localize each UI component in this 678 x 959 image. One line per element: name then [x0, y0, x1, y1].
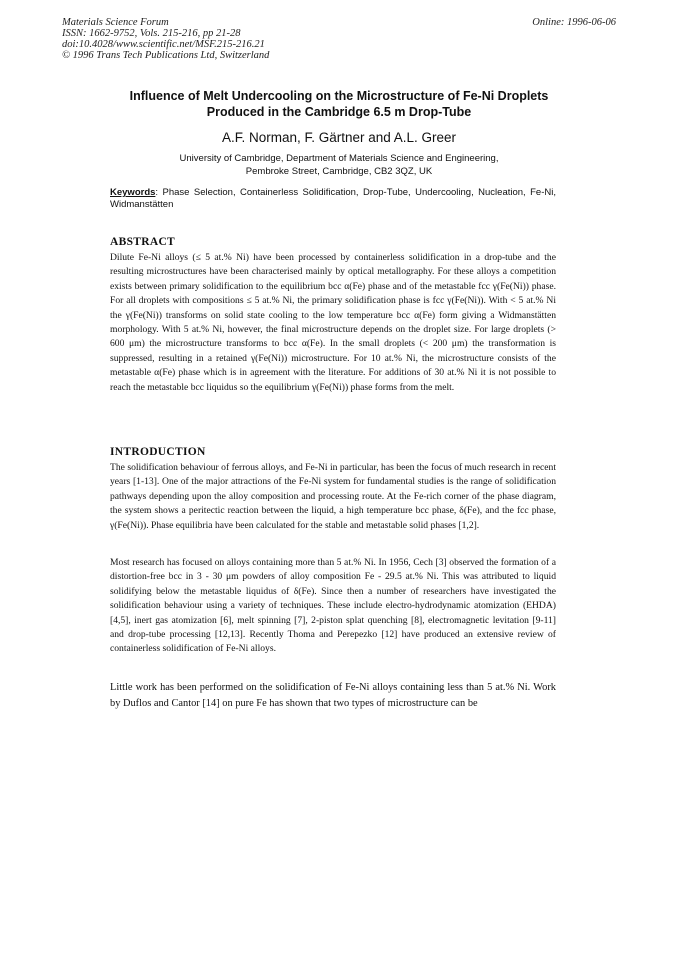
intro-paragraph-1: The solidification behaviour of ferrous alloys, and Fe-Ni in particular, has been the focus of much research in recent years [1-13]. One of the major attractions of the Fe-Ni system for fundamental studies is the range of solidification pathways depending upon the alloy composition and processing route. At the Fe-rich corner of the phase diagram, the system shows a peritectic reaction between the liquid, a high temperature bcc phase, δ(Fe), and the fcc phase, γ(Fe(Ni)). Phase equilibria have been calculated for the stable and metastable solid phases [1,2]. [110, 462, 556, 531]
affiliation-line-2: Pembroke Street, Cambridge, CB2 3QZ, UK [245, 166, 433, 177]
introduction-heading: INTRODUCTION [110, 446, 206, 458]
journal-info [62, 17, 269, 61]
doi-line: doi:10.4028/www.scientific.net/MSF.215-216.21 [62, 39, 265, 50]
affiliation-line-1: University of Cambridge, Department of Materials Science and Engineering, [179, 153, 499, 164]
title-line-2: Produced in the Cambridge 6.5 m Drop-Tube [206, 105, 472, 119]
affiliation [80, 152, 598, 178]
online-date: Online: 1996-06-06 [532, 17, 616, 28]
abstract-text: Dilute Fe-Ni alloys (≤ 5 at.% Ni) have been processed by containerless solidification in a drop-tube and the resulting microstructures have been characterised mainly by optical metallography. For these alloys a competition exists between primary solidification to the equilibrium bcc α(Fe) phase and of the metastable fcc γ(Fe(Ni)) phase. For all droplets with compositions ≤ 5 at.% Ni, the primary solidification phase is fcc γ(Fe(Ni)). With < 5 at.% Ni the γ(Fe(Ni)) transforms on solid state cooling to the low temperature bcc α(Fe) form giving a Widmanstätten morphology. With 5 at.% Ni, however, the final microstructure depends on the droplet size. For large droplets (> 600 μm) the microstructure transforms to bcc α(Fe). In the small droplets (< 200 μm) the transformation is suppressed, resulting in a retained γ(Fe(Ni)) microstructure. For 10 at.% Ni, the microstructure consists of the metastable α(Fe) phase which is in agreement with the literature. For additions of 30 at.% Ni it is not possible to reach the metastable bcc liquidus so the equilibrium γ(Fe(Ni)) phase forms from the melt. [110, 252, 556, 393]
intro-paragraph-3: Little work has been performed on the solidification of Fe-Ni alloys containing less than 5 at.% Ni. Work by Duflos and Cantor [14] on pure Fe has shown that two types of microstructure can be [110, 682, 556, 709]
paper-title [80, 88, 598, 120]
copyright-line: © 1996 Trans Tech Publications Ltd, Switzerland [62, 50, 270, 61]
keywords-text: : Phase Selection, Containerless Solidification, Drop-Tube, Undercooling, Nucleation, Fe-Ni, Widmanstätten [110, 187, 556, 210]
abstract-heading: ABSTRACT [110, 236, 176, 248]
intro-paragraph-2: Most research has focused on alloys containing more than 5 at.% Ni. In 1956, Cech [3] observed the formation of a distortion-free bcc in 3 - 30 μm powders of alloy composition Fe - 29.5 at.% Ni. This was attributed to liquid solidifying below the metastable liquidus of δ(Fe). Since then a number of researchers have investigated the solidification behaviour using a variety of techniques. These include electro-hydrodynamic atomization (EHDA) [4,5], inert gas atomization [6], melt spinning [7], 2-piston splat quenching [8], electromagnetic levitation [9-11] and drop-tube processing [12,13]. Recently Thoma and Perepezko [12] have produced an extensive review of containerless solidification of Fe-Ni alloys. [110, 557, 556, 655]
keywords-label: Keywords [110, 187, 156, 198]
authors: A.F. Norman, F. Gärtner and A.L. Greer [221, 130, 457, 145]
issn-line: ISSN: 1662-9752, Vols. 215-216, pp 21-28 [62, 28, 241, 39]
title-line-1: Influence of Melt Undercooling on the Microstructure of Fe-Ni Droplets [129, 89, 549, 103]
keywords [110, 187, 556, 211]
journal-name: Materials Science Forum [62, 17, 169, 28]
